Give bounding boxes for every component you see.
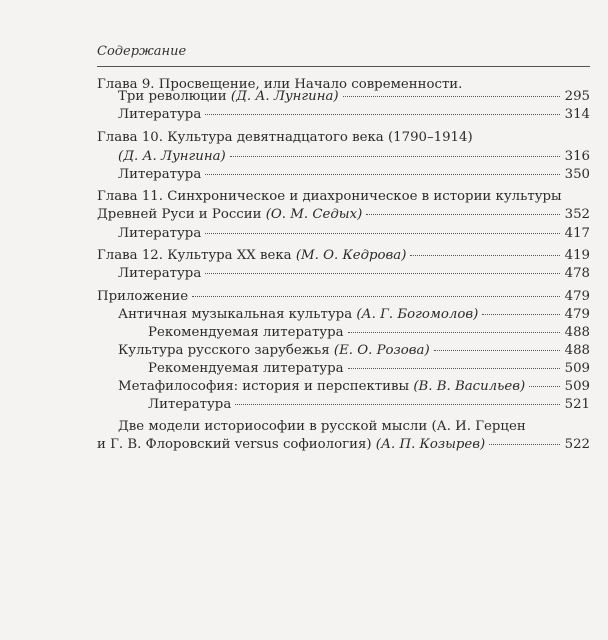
toc-entry — [118, 89, 590, 104]
toc-entry-title: Глава 12. Культура XX века — [97, 248, 296, 263]
toc-entry-author: (Е. О. Розова) — [333, 343, 430, 358]
toc-entry-title: Приложение — [97, 289, 189, 304]
toc-entry-author: (Д. А. Лунгина) — [118, 149, 226, 164]
toc-entry-author: (Д. А. Лунгина) — [230, 89, 339, 104]
dot-leader — [192, 295, 560, 297]
toc-page-number: 488 — [564, 343, 590, 358]
toc-entry-text — [97, 207, 362, 222]
toc-entry-title: Культура русского зарубежья — [118, 343, 334, 358]
toc-entry — [118, 343, 590, 358]
dot-leader — [343, 95, 560, 97]
toc-entry-text — [148, 397, 231, 412]
dot-leader — [410, 254, 560, 256]
running-head: Содержание — [97, 44, 187, 59]
toc-entry-text — [97, 437, 485, 452]
toc-page-number: 478 — [564, 266, 590, 281]
dot-leader — [230, 155, 560, 157]
toc-entry-text — [97, 289, 188, 304]
toc-entry-author: (М. О. Кедрова) — [295, 248, 407, 263]
toc-entry-text — [118, 149, 226, 164]
toc-entry-title: Литература — [118, 226, 202, 241]
toc-entry — [148, 361, 590, 376]
toc-entry-title: Три революции — [118, 89, 231, 104]
dot-leader — [235, 403, 560, 405]
toc-page-number: 479 — [564, 289, 590, 304]
toc-entry-author: (В. В. Васильев) — [413, 379, 526, 394]
toc-entry-text — [118, 89, 339, 104]
toc-entry-text — [118, 343, 430, 358]
dot-leader — [348, 367, 560, 369]
toc-entry — [118, 226, 590, 241]
toc-page-number: 419 — [564, 248, 590, 263]
toc-entry — [97, 248, 590, 263]
dot-leader — [348, 331, 560, 333]
toc-entry-title: Античная музыкальная культура — [118, 307, 357, 322]
toc-entry — [118, 266, 590, 281]
toc-page-number: 522 — [564, 437, 590, 452]
toc-entry-text — [118, 266, 201, 281]
dot-leader — [205, 113, 560, 115]
toc-page-number: 352 — [564, 207, 590, 222]
toc-entry — [118, 107, 590, 122]
toc-entry-title: Рекомендуемая литература — [148, 325, 344, 340]
toc-entry-title: Рекомендуемая литература — [148, 361, 344, 376]
toc-entry-title: Литература — [148, 397, 232, 412]
toc-entry-text — [148, 361, 344, 376]
header-rule — [97, 66, 590, 67]
toc-entry — [118, 307, 590, 322]
toc-entry-title: Литература — [118, 167, 202, 182]
toc-entry-author: (А. Г. Богомолов) — [356, 307, 479, 322]
toc-entry-text — [118, 107, 201, 122]
toc-entry — [97, 207, 590, 222]
dot-leader — [434, 349, 560, 351]
toc-page-number: 509 — [564, 379, 590, 394]
toc-entry — [118, 149, 590, 164]
toc-page-number: 417 — [564, 226, 590, 241]
toc-page-number: 509 — [564, 361, 590, 376]
toc-entry — [97, 289, 590, 304]
toc-page-number: 521 — [564, 397, 590, 412]
toc-chapter-title: Глава 9. Просвещение, или Начало современности. — [97, 77, 463, 92]
toc-entry-text — [118, 167, 201, 182]
toc-entry-title: Метафилософия: история и перспективы — [118, 379, 414, 394]
toc-entry — [148, 325, 590, 340]
toc-entry-title: Литература — [118, 107, 202, 122]
toc-page-number: 488 — [564, 325, 590, 340]
toc-page-number: 314 — [564, 107, 590, 122]
toc-chapter-title: Две модели историософии в русской мысли (А. И. Герцен — [118, 419, 526, 434]
dot-leader — [205, 173, 560, 175]
toc-chapter-title: Глава 10. Культура девятнадцатого века (1790–1914) — [97, 130, 473, 145]
toc-entry-title: Литература — [118, 266, 202, 281]
toc-entry — [118, 167, 590, 182]
toc-entry-author: (А. П. Козырев) — [375, 437, 486, 452]
toc-page-number: 479 — [564, 307, 590, 322]
dot-leader — [205, 232, 560, 234]
toc-entry-title: и Г. В. Флоровский versus софиология) — [97, 437, 376, 452]
dot-leader — [529, 385, 560, 387]
toc-entry-text — [118, 226, 201, 241]
dot-leader — [489, 443, 560, 445]
toc-entry — [97, 437, 590, 452]
toc-entry-text — [118, 379, 525, 394]
toc-entry-author: (О. М. Седых) — [265, 207, 363, 222]
toc-chapter-title: Глава 11. Синхроническое и диахроническое в истории культуры — [97, 189, 562, 204]
toc-entry-text — [97, 248, 406, 263]
toc-page-number: 295 — [564, 89, 590, 104]
toc-entry — [148, 397, 590, 412]
toc-page-number: 350 — [564, 167, 590, 182]
dot-leader — [205, 272, 560, 274]
dot-leader — [482, 313, 560, 315]
toc-entry-text — [118, 307, 478, 322]
toc-entry-text — [148, 325, 344, 340]
toc-entry — [118, 379, 590, 394]
toc-entry-title: Древней Руси и России — [97, 207, 266, 222]
dot-leader — [366, 213, 560, 215]
toc-page-number: 316 — [564, 149, 590, 164]
